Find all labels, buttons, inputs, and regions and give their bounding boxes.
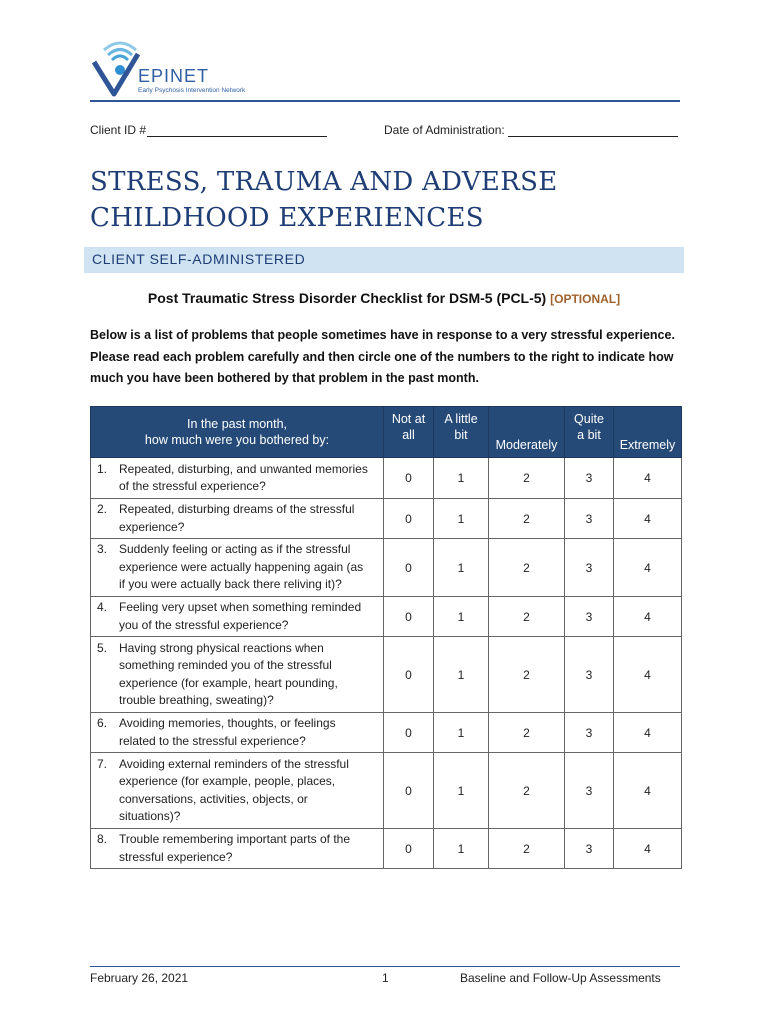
rating-option[interactable]: 0 [384,829,434,869]
instructions-text: Below is a list of problems that people sometimes have in response to a very stressful experience. Please read each problem carefully and then circle one of the numbers to the right to indicate how much you have been bothered by that problem in the past month. [90,328,675,385]
question-header-line-2: how much were you bothered by: [144,433,330,447]
rating-option[interactable]: 1 [434,753,489,829]
item-number: 3. [97,542,108,557]
logo-subtext: Early Psychosis Intervention Network [138,87,246,94]
rating-option[interactable]: 1 [434,597,489,637]
table-row [91,499,682,539]
item-number: 5. [97,640,108,655]
option-header-line-2: a bit [577,428,601,442]
client-id-label: Client ID # [90,123,147,137]
title-line-1: STRESS, TRAUMA AND ADVERSE [90,167,558,197]
rating-option[interactable]: 4 [614,753,682,829]
rating-option[interactable]: 4 [614,499,682,539]
item-text-cell [91,597,384,637]
option-header-a-little-bit [434,407,489,458]
item-text: Suddenly feeling or acting as if the stressful experience were actually happening again (as if you were actually back there reliving it)? [119,542,364,592]
date-label: Date of Administration: [384,123,505,137]
subtitle-text: Post Traumatic Stress Disorder Checklist for DSM-5 (PCL-5) [147,290,547,306]
question-header [91,407,384,458]
item-number: 4. [97,600,108,614]
rating-option[interactable]: 4 [614,713,682,753]
item-text: Avoiding memories, thoughts, or feelings related to the stressful experience? [119,716,336,748]
option-header-line-2: bit [454,428,468,442]
rating-option[interactable]: 2 [489,539,565,597]
item-text: Having strong physical reactions when something reminded you of the stressful experience (for example, heart pounding, trouble breathing, sweating)? [119,640,338,707]
option-header-extremely [614,407,682,458]
rating-option[interactable]: 4 [614,539,682,597]
item-text: Trouble remembering important parts of the stressful experience? [119,832,350,864]
rating-option[interactable]: 3 [565,458,614,499]
rating-option[interactable]: 1 [434,829,489,869]
date-field[interactable] [508,136,678,137]
rating-option[interactable]: 1 [434,539,489,597]
rating-option[interactable]: 3 [565,753,614,829]
option-header-line-2: Extremely [619,438,676,452]
rating-option[interactable]: 0 [384,637,434,713]
rating-option[interactable]: 3 [565,713,614,753]
table-row [91,829,682,869]
table-row [91,637,682,713]
item-text-cell [91,753,384,829]
item-text: Repeated, disturbing dreams of the stressful experience? [119,502,355,534]
pcl5-table [90,406,682,869]
option-header-line-1: Not at [391,412,426,426]
rating-option[interactable]: 3 [565,637,614,713]
rating-option[interactable]: 4 [614,597,682,637]
rating-option[interactable]: 3 [565,597,614,637]
header-rule [90,100,680,102]
rating-option[interactable]: 1 [434,713,489,753]
banner-text: CLIENT SELF-ADMINISTERED [92,251,306,267]
page-title [90,164,690,236]
item-text-cell [91,637,384,713]
client-id-field[interactable] [147,136,327,137]
item-text-cell [91,499,384,539]
option-header-line-2: Moderately [495,438,558,452]
rating-option[interactable]: 0 [384,539,434,597]
item-number: 1. [97,461,108,476]
table-row [91,597,682,637]
table-row [91,753,682,829]
rating-option[interactable]: 0 [384,713,434,753]
item-text: Repeated, disturbing, and unwanted memories of the stressful experience? [119,461,368,493]
checklist-subtitle [0,290,768,306]
rating-option[interactable]: 2 [489,753,565,829]
option-header-line-1: A little [444,412,478,426]
rating-option[interactable]: 2 [489,829,565,869]
option-header-not-at-all [384,407,434,458]
rating-option[interactable]: 3 [565,829,614,869]
rating-option[interactable]: 1 [434,499,489,539]
item-number: 6. [97,716,108,730]
option-header-quite-a-bit [565,407,614,458]
item-text-cell [91,458,384,499]
item-text-cell [91,713,384,753]
rating-option[interactable]: 2 [489,499,565,539]
section-banner [84,247,684,273]
rating-option[interactable]: 0 [384,753,434,829]
table-row [91,713,682,753]
rating-option[interactable]: 1 [434,458,489,499]
title-line-2: CHILDHOOD EXPERIENCES [90,203,484,233]
rating-option[interactable]: 2 [489,597,565,637]
footer-section: Baseline and Follow-Up Assessments [460,971,661,985]
rating-option[interactable]: 4 [614,458,682,499]
rating-option[interactable]: 2 [489,458,565,499]
item-text: Feeling very upset when something reminded you of the stressful experience? [119,600,362,632]
item-text-cell [91,829,384,869]
rating-option[interactable]: 4 [614,637,682,713]
item-number: 7. [97,756,108,771]
rating-option[interactable]: 0 [384,499,434,539]
footer-rule [90,966,680,967]
rating-option[interactable]: 3 [565,499,614,539]
rating-option[interactable]: 0 [384,458,434,499]
logo-wordmark: EPINET [138,66,210,86]
rating-option[interactable]: 2 [489,637,565,713]
footer-page-number: 1 [382,971,389,985]
rating-option[interactable]: 0 [384,597,434,637]
option-header-line-2: all [402,428,415,442]
table-row [91,458,682,499]
option-header-moderately [489,407,565,458]
rating-option[interactable]: 1 [434,637,489,713]
optional-tag: [OPTIONAL] [550,292,621,306]
item-text: Avoiding external reminders of the stressful experience (for example, people, places, conversations, activities, objects, or situations)? [119,756,349,823]
item-text-cell [91,539,384,597]
question-header-line-1: In the past month, [186,417,288,431]
item-number: 2. [97,502,108,516]
table-header-row [91,407,682,458]
item-number: 8. [97,832,108,846]
rating-option[interactable]: 2 [489,713,565,753]
rating-option[interactable]: 3 [565,539,614,597]
table-row [91,539,682,597]
items-body [91,458,682,869]
footer-date: February 26, 2021 [90,971,189,985]
option-header-line-1: Quite [574,412,604,426]
rating-option[interactable]: 4 [614,829,682,869]
